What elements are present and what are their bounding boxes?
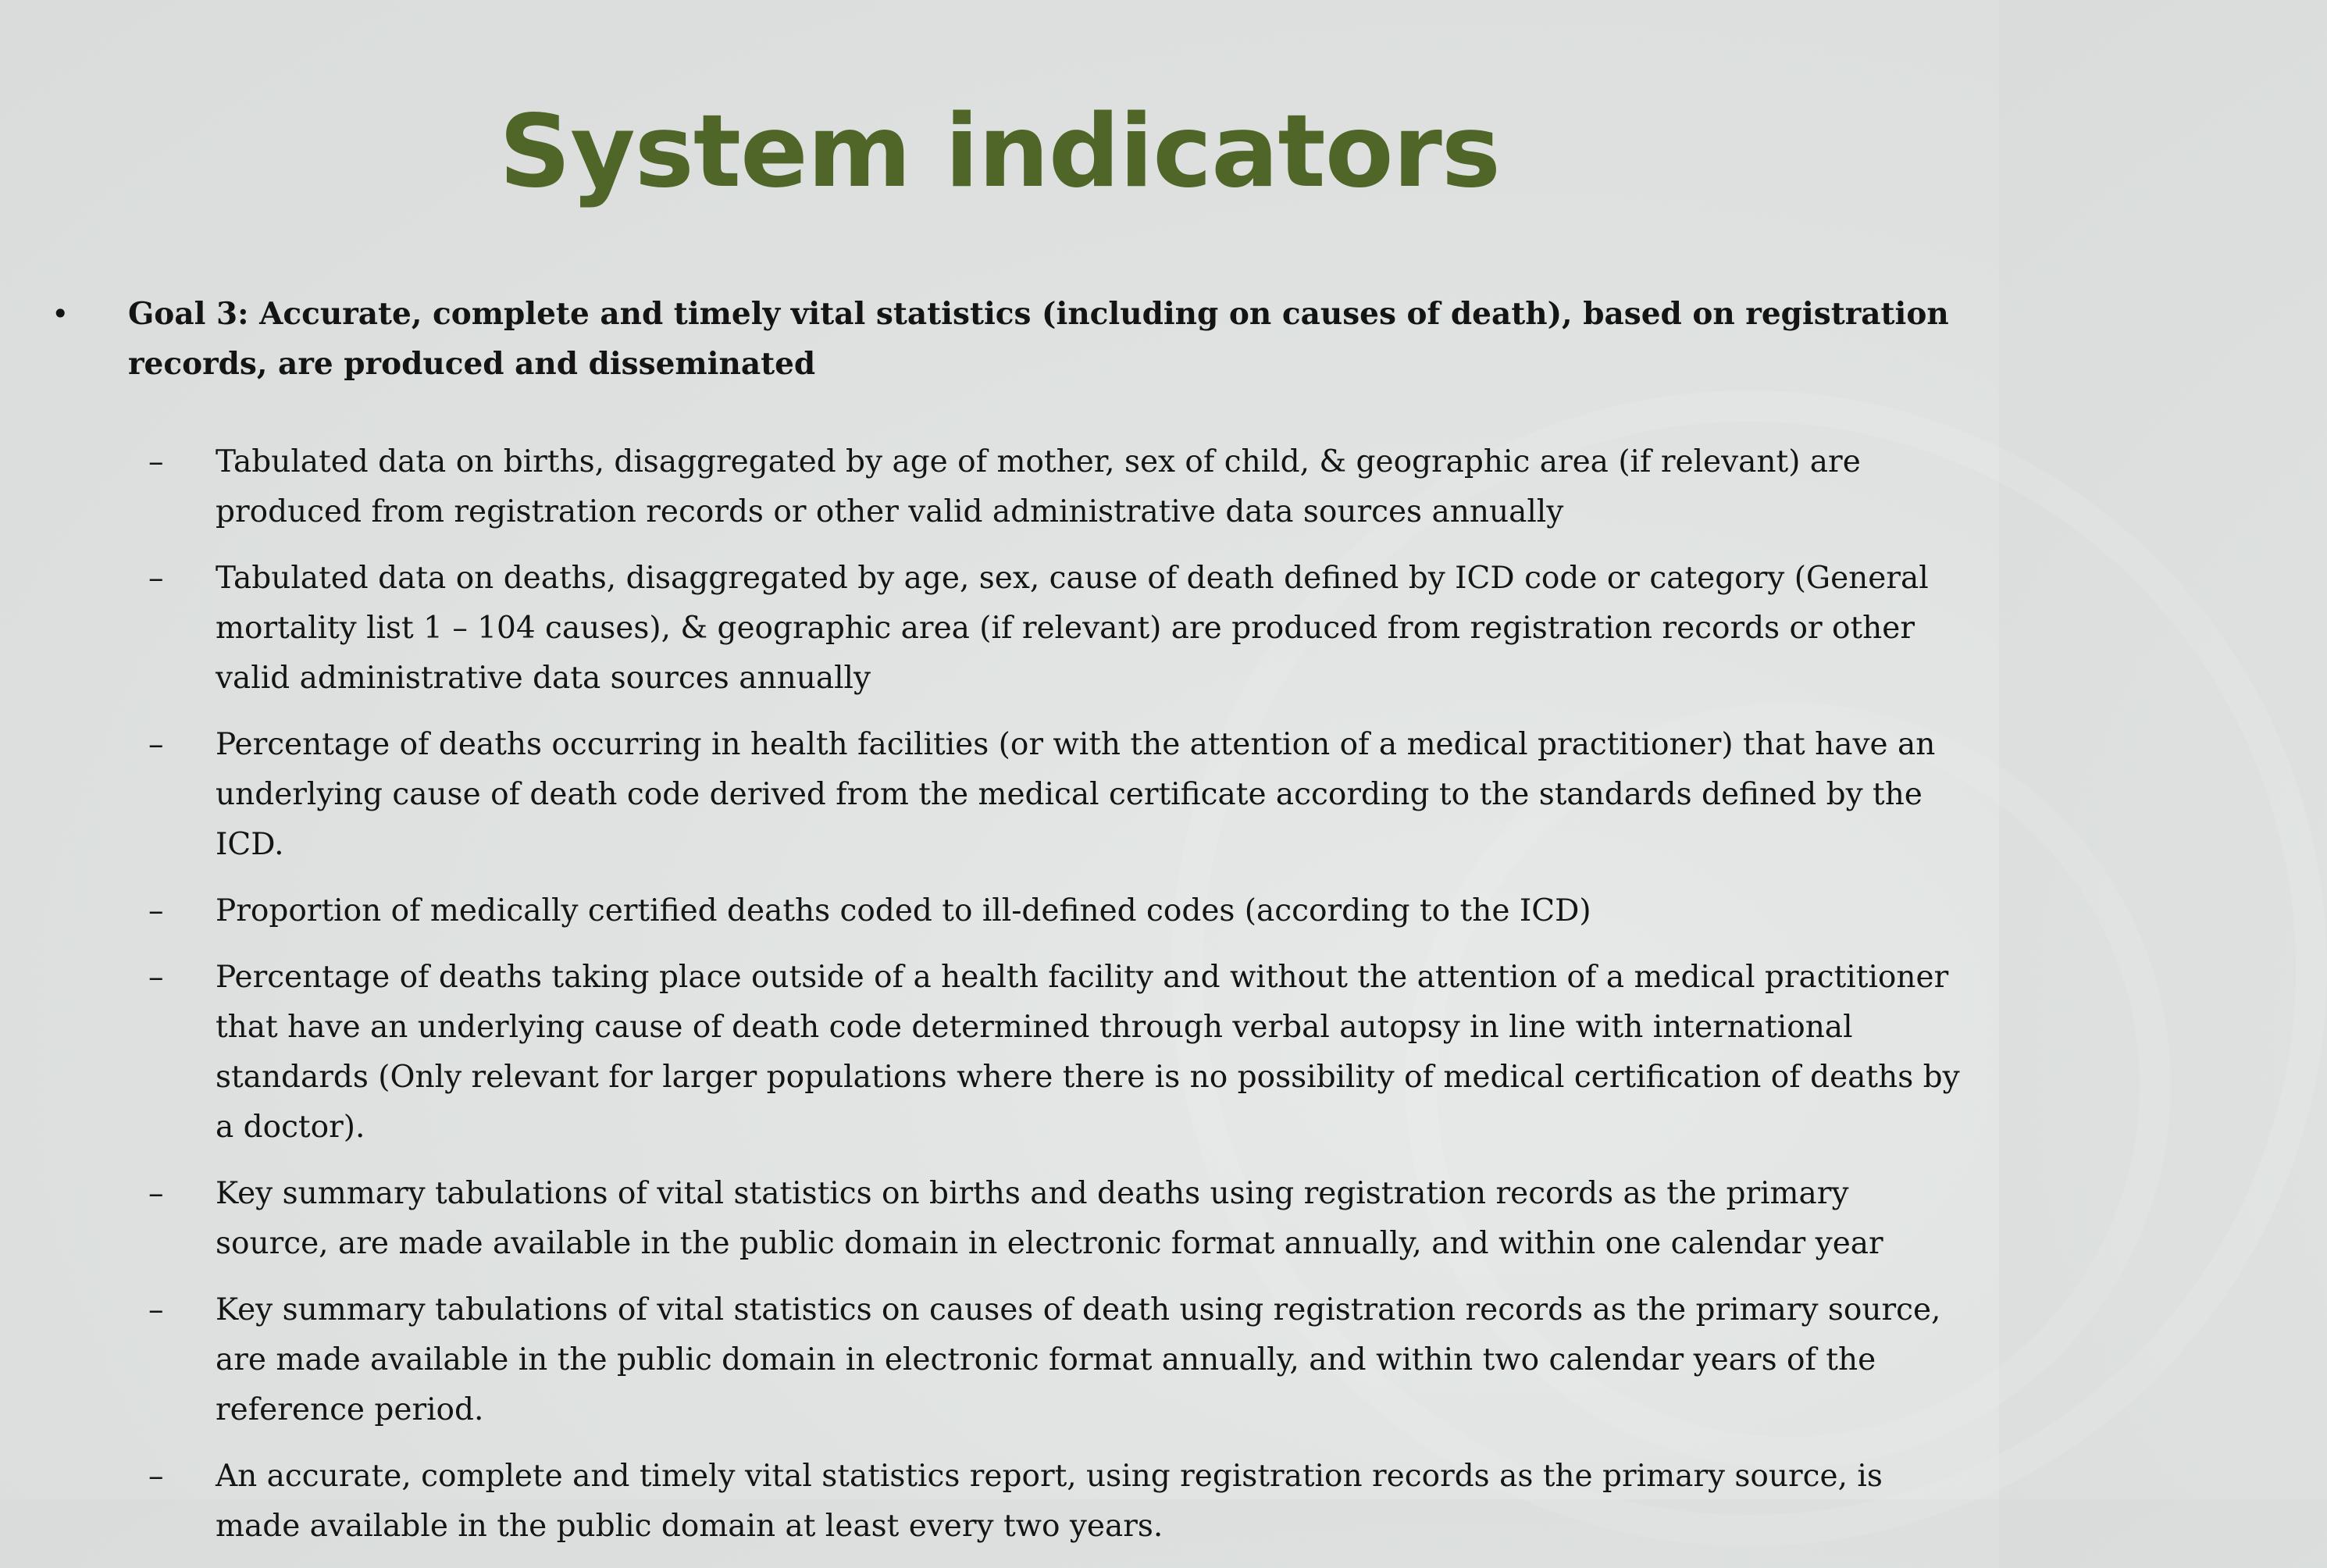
indicator-text: Proportion of medically certified deaths coded to ill-defined codes (according to the ICD) <box>216 893 1591 928</box>
indicator-item <box>148 953 1960 1153</box>
indicator-item <box>148 1452 1960 1552</box>
dash-marker: – <box>148 1292 164 1327</box>
indicator-text: Tabulated data on deaths, disaggregated by age, sex, cause of death defined by ICD code or category (General mortality list 1 – 104 causes), & geographic area (if relevant) are produced from registration records or other valid administrative data sources annually <box>216 561 1929 696</box>
dash-marker: – <box>148 444 164 479</box>
dash-marker: – <box>148 1459 164 1494</box>
goal-text: Goal 3: Accurate, complete and timely vital statistics (including on causes of death), based on registration records, are produced and disseminated <box>128 296 1949 382</box>
dash-marker: – <box>148 893 164 928</box>
indicator-item <box>148 720 1960 870</box>
dash-marker: – <box>148 727 164 762</box>
indicator-item <box>148 1169 1960 1269</box>
indicator-item <box>148 886 1960 936</box>
indicator-text: Percentage of deaths occurring in health facilities (or with the attention of a medical practitioner) that have an underlying cause of death code derived from the medical certificate according to the standards defined by the ICD. <box>216 727 1936 862</box>
indicator-item <box>148 437 1960 537</box>
indicator-text: Tabulated data on births, disaggregated by age of mother, sex of child, & geographic area (if relevant) are produced from registration records or other valid administrative data sources annually <box>216 444 1861 529</box>
goal-bullet-item <box>47 289 1952 389</box>
indicator-list <box>148 437 1960 1568</box>
indicator-item <box>148 554 1960 704</box>
indicator-text: An accurate, complete and timely vital statistics report, using registration records as the primary source, is made available in the public domain at least every two years. <box>216 1459 1883 1544</box>
indicator-text: Percentage of deaths taking place outside of a health facility and without the attention of a medical practitioner that have an underlying cause of death code determined through verbal autopsy in line with international standards (Only relevant for larger populations where there is no possibility of medical certification of deaths by a doctor). <box>216 960 1960 1145</box>
indicator-text: Key summary tabulations of vital statistics on causes of death using registration records as the primary source, are made available in the public domain in electronic format annually, and within two calendar years of the reference period. <box>216 1292 1941 1427</box>
dash-marker: – <box>148 1176 164 1211</box>
indicator-item <box>148 1285 1960 1435</box>
slide-title: System indicators <box>499 94 1500 210</box>
dash-marker: – <box>148 960 164 995</box>
indicator-text: Key summary tabulations of vital statistics on births and deaths using registration records as the primary source, are made available in the public domain in electronic format annually, and within one calendar year <box>216 1176 1883 1261</box>
bullet-marker: • <box>52 297 69 331</box>
dash-marker: – <box>148 561 164 596</box>
